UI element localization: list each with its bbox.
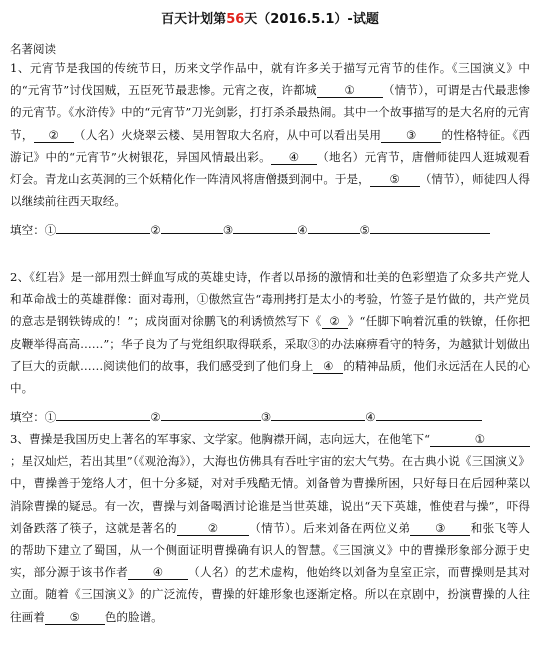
title-suffix: 天（2016.5.1）-试题 [244, 12, 379, 27]
q1-text-1: 1、元宵节是我国的传统节日，历来文学作品中，就有许多关于描写元宵节的佳作。《三国演义》中的“元宵节”讨伐国贼，五臣死节最悲惨。元宵之夜，许都城 [10, 61, 530, 98]
q1-blank-3[interactable] [381, 128, 441, 143]
q3-blank-4[interactable] [128, 565, 188, 580]
q3-mark-3: ③ [435, 520, 446, 535]
q2-blank-2[interactable] [322, 314, 348, 329]
fill1-blank-5[interactable] [370, 219, 490, 234]
fill-row-2 [10, 406, 530, 427]
q3-text-2: ；星汉灿烂，若出其里”（《观沧海》），大海也仿佛具有吞吐宇宙的宏大气势。在古典小说《三国演义》中，曹操善于笼络人才，但十分多疑，对对手残酷无情。刘备曾为曹操所困，只好每日在后园种菜以消除曹操的疑忌。有一次，曹操与刘备喝酒讨论谁是当世英雄，说出“天下英雄，惟使君与操”，吓得刘备跌落了筷子，这就是著名的 [10, 454, 530, 535]
q3-text-1: 3、曹操是我国历史上著名的军事家、文学家。他胸襟开阔，志向远大，在他笔下“ [10, 432, 430, 446]
fill1-mark-4: ④ [297, 223, 308, 237]
fill2-blank-4[interactable] [376, 406, 482, 421]
title-prefix: 百天计划第 [161, 12, 227, 27]
fill1-mark-3: ③ [222, 223, 234, 237]
q3-blank-5[interactable] [45, 610, 105, 625]
fill1-blank-2[interactable] [161, 219, 223, 234]
fill1-mark-2: ② [150, 223, 161, 237]
q3-text-4: 和张飞等人的帮助下建立了蜀国，从一个侧面证明曹操确有识人的智慧。《三国演义》中的曹操形象部分源于史实，部分源于该书作者 [10, 520, 530, 580]
q1-mark-5: ⑤ [389, 172, 400, 187]
title-day-number: 56 [226, 12, 245, 27]
q3-text-6: 色的脸谱。 [104, 609, 163, 624]
fill1-mark-1: ① [44, 223, 57, 237]
fill2-mark-3: ③ [260, 410, 272, 424]
q3-mark-4: ④ [152, 565, 164, 580]
q1-blank-2[interactable] [34, 128, 74, 143]
q2-mark-4: ④ [323, 358, 334, 373]
q1-mark-4: ④ [288, 149, 300, 164]
q2-text-1: 2、《红岩》是一部用烈士鲜血写成的英雄史诗，作者以昂扬的激情和壮美的色彩塑造了众多共产党人和革命战士的英雄群像：面对毒刑， [10, 270, 530, 307]
fill2-blank-2[interactable] [161, 406, 261, 421]
fill1-mark-5: ⑤ [359, 223, 371, 237]
question-3 [10, 428, 530, 628]
fill2-mark-2: ② [150, 410, 161, 424]
q1-text-6: （情节），师徒四人得以继续前往西天取经。 [10, 172, 530, 209]
fill-row-1 [10, 219, 530, 240]
q3-blank-2[interactable] [177, 521, 249, 536]
q2-blank-4[interactable] [313, 359, 343, 374]
q1-blank-5[interactable] [370, 172, 420, 187]
fill2-blank-1[interactable] [56, 406, 150, 421]
fill1-blank-3[interactable] [233, 219, 297, 234]
q1-blank-1[interactable] [317, 83, 383, 98]
fill2-blank-3[interactable] [271, 406, 365, 421]
question-2 [10, 266, 530, 399]
section-heading: 名著阅读 [10, 42, 56, 56]
q1-text-2: （情节），可谓是古代最悲惨的元宵节。《水浒传》中的“元宵节”刀光剑影，打打杀杀最热闹。其中一个故事描写的是大名府的元宵节， [10, 83, 531, 142]
q3-mark-2: ② [207, 520, 219, 535]
q3-mark-5: ⑤ [69, 609, 80, 624]
q1-mark-2: ② [48, 127, 59, 142]
q2-mark-2: ② [329, 314, 340, 329]
q2-text-4: 的办法麻痹看守的特务，为越狱计划做出了巨大的贡献……阅读他们的故事，我们感受到了他们身上 [10, 336, 530, 373]
q2-text-5: 的精神品质，他们永远活在人民的心中。 [10, 358, 530, 396]
q1-text-3: （人名）火烧翠云楼、吴用智取大名府，从中可以看出吴用 [73, 127, 382, 142]
q3-text-5: （人名）的艺术虚构，他始终以刘备为皇室正宗，而曹操则是其对立面。随着《三国演义》的广泛流传，曹操的奸雄形象也逐渐定格。所以在京剧中，扮演曹操的人往往画着 [10, 565, 530, 624]
question-1 [10, 57, 530, 212]
q3-text-3: （情节）。后来刘备在两位义弟 [248, 520, 411, 535]
q2-text-3: 》“任脚下响着沉重的铁镣，任你把皮鞭举得高高……”；华子良为了与党组织取得联系，采取 [10, 314, 530, 351]
q3-blank-3[interactable] [410, 521, 470, 536]
q1-text-4: 的性格特征。《西游记》中的“元宵节”火树银花，异国风情最出彩。 [10, 127, 530, 164]
fill2-mark-4: ④ [365, 410, 376, 424]
q1-text-5: （地名）元宵节，唐僧师徒四人逛城观看灯会。青龙山玄英洞的三个妖精化作一阵清风将唐僧摄到洞中。于是， [10, 149, 530, 187]
q1-blank-4[interactable] [271, 150, 317, 165]
q2-text-2: 傲然宣告“毒刑拷打是太小的考验，竹签子是竹做的，共产党员的意志是钢铁铸成的！”；成岗面对徐鹏飞的利诱愤然写下《 [10, 292, 530, 329]
q2-mark-3: ③ [307, 336, 320, 351]
q2-mark-1: ① [196, 292, 209, 307]
fill1-label: 填空： [10, 223, 45, 237]
q1-mark-3: ③ [406, 127, 417, 142]
fill2-label: 填空： [10, 410, 45, 424]
q1-mark-1: ① [344, 83, 355, 98]
q3-blank-1[interactable] [430, 432, 530, 447]
q3-mark-1: ① [474, 432, 486, 446]
fill2-mark-1: ① [44, 410, 57, 424]
fill1-blank-4[interactable] [308, 219, 360, 234]
page-title [0, 8, 540, 27]
fill1-blank-1[interactable] [56, 219, 150, 234]
